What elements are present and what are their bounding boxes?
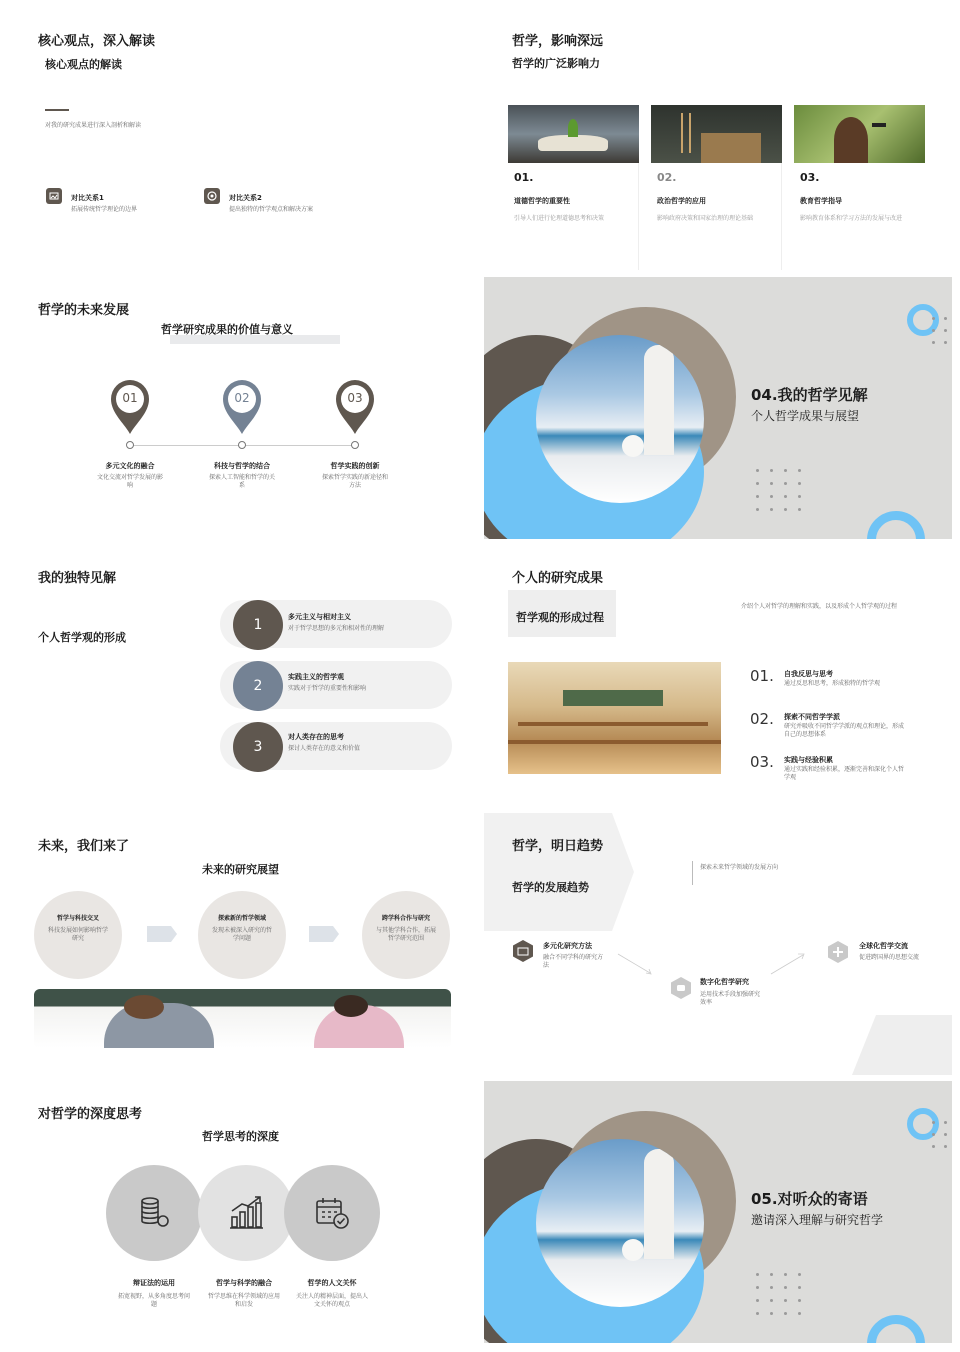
section-title: 04.我的哲学见解 — [751, 386, 868, 404]
dot-grid — [932, 1121, 947, 1148]
card — [794, 105, 925, 270]
pin-label: 哲学实践的创新 — [330, 462, 380, 470]
classroom-image — [508, 662, 721, 774]
item-number: 01. — [750, 667, 774, 685]
chalkboard-image — [651, 105, 782, 163]
ring-decor — [867, 1315, 925, 1343]
slide-9 — [8, 1081, 476, 1343]
item-description: 促进跨国界的思想交流 — [859, 954, 920, 961]
item-description: 拓展传统哲学理论的边界 — [71, 206, 138, 213]
card-label: 教育哲学指导 — [800, 197, 842, 205]
item-label: 全球化哲学交流 — [859, 942, 908, 950]
slide-title: 对哲学的深度思考 — [38, 1107, 143, 1122]
slide-title: 未来，我们来了 — [38, 839, 130, 854]
section-subtitle: 个人哲学成果与展望 — [751, 409, 860, 423]
item-label: 自我反思与思考 — [784, 670, 833, 678]
circle-description: 科技发展如何影响哲学研究 — [47, 927, 108, 943]
item-label: 对比关系2 — [229, 194, 262, 202]
title-hexagon — [484, 813, 634, 931]
step-description: 探讨人类存在的意义和价值 — [288, 745, 361, 752]
pillar-scene-image — [536, 335, 704, 503]
circle-label: 辩证法的运用 — [133, 1279, 175, 1287]
card-number: 02. — [657, 171, 677, 184]
slide-description: 介绍个人对哲学的理解和实践，以及形成个人哲学观的过程 — [741, 603, 898, 610]
item-description: 通过实践和经验积累，逐渐完善和深化个人哲学观 — [784, 766, 905, 782]
step-description: 对于哲学思想的多元和相对性的理解 — [288, 625, 385, 632]
slide-subtitle: 哲学观的形成过程 — [516, 611, 604, 624]
slide-title: 核心观点，深入解读 — [38, 34, 156, 49]
timeline-dot — [351, 441, 359, 449]
section-subtitle: 邀请深入理解与研究哲学 — [751, 1213, 884, 1227]
circle-label: 哲学的人文关怀 — [307, 1279, 357, 1287]
circle-description: 关注人的精神层面，提出人文关怀的观点 — [295, 1293, 368, 1309]
slide-2 — [484, 8, 952, 270]
card — [508, 105, 639, 270]
dot-grid — [756, 1273, 801, 1315]
settings-icon — [204, 188, 220, 204]
item-number: 03. — [750, 753, 774, 771]
circle-label: 跨学科合作与研究 — [381, 915, 430, 922]
circle-description: 哲学思维在科学领域的应用和启发 — [207, 1293, 280, 1309]
item-description: 融合不同学科的研究方法 — [543, 954, 604, 970]
slide-5 — [8, 545, 476, 807]
graduate-image — [794, 105, 925, 163]
students-image — [34, 989, 451, 1048]
dot-grid — [932, 317, 947, 344]
item-description: 通过反思和思考，形成独特的哲学观 — [784, 680, 881, 687]
card-number: 01. — [514, 171, 534, 184]
circle-label: 哲学与科学的融合 — [216, 1279, 272, 1287]
step-number: 3 — [233, 722, 283, 772]
image-icon — [46, 188, 62, 204]
circle-label: 探索新的哲学领域 — [217, 915, 266, 922]
circle-description: 与其他学科合作，拓展哲学研究范围 — [375, 927, 436, 943]
step-label: 对人类存在的思考 — [288, 733, 344, 741]
timeline-dot — [238, 441, 246, 449]
slide-8 — [484, 813, 952, 1075]
divider — [45, 109, 69, 111]
pin-description: 文化交流对哲学发展的影响 — [96, 474, 163, 490]
pin-marker — [110, 379, 150, 435]
step-number: 2 — [233, 661, 283, 711]
book-image — [508, 105, 639, 163]
dot-grid — [756, 469, 801, 511]
pin-description: 探索哲学实践的新途径和方法 — [321, 474, 388, 490]
card-number: 03. — [800, 171, 820, 184]
globe-icon — [827, 941, 849, 963]
card-description: 影响教育体系和学习方法的发展与改进 — [800, 215, 903, 222]
slide-1 — [8, 8, 476, 270]
step-description: 实践对于哲学的重要性和影响 — [288, 685, 367, 692]
slide-subtitle: 哲学研究成果的价值与意义 — [161, 323, 293, 336]
item-number: 02. — [750, 710, 774, 728]
item-label: 对比关系1 — [71, 194, 104, 202]
circle-description: 拓宽视野，从多角度思考问题 — [117, 1293, 190, 1309]
arrow-right-icon — [309, 926, 339, 942]
slide-title: 哲学，影响深远 — [512, 34, 604, 49]
slide-4 — [484, 277, 952, 539]
coins-icon — [136, 1195, 172, 1231]
slide-subtitle: 个人哲学观的形成 — [38, 631, 126, 644]
pin-marker — [335, 379, 375, 435]
pin-label: 多元文化的融合 — [105, 462, 155, 470]
slide-title: 哲学的未来发展 — [38, 303, 130, 318]
card-label: 政治哲学的应用 — [657, 197, 706, 205]
item-description: 提出独特的哲学观点和解决方案 — [229, 206, 314, 213]
slide-subtitle: 未来的研究展望 — [202, 863, 279, 876]
ring-decor — [867, 511, 925, 539]
slide-description: 对我的研究成果进行深入剖析和解读 — [45, 122, 142, 129]
bar-chart-icon — [228, 1195, 264, 1231]
timeline-dot — [126, 441, 134, 449]
pin-description: 探索人工智能和哲学的关系 — [208, 474, 275, 490]
slide-description: 探索未来哲学领域的发展方向 — [700, 864, 779, 871]
pin-label: 科技与哲学的结合 — [214, 462, 270, 470]
connector-arrow — [617, 953, 653, 975]
item-label: 数字化哲学研究 — [700, 978, 749, 986]
circle-description: 发现未被深入研究的哲学问题 — [211, 927, 272, 943]
slide-title: 个人的研究成果 — [512, 571, 604, 586]
pillar-scene-image — [536, 1139, 704, 1307]
slide-subtitle: 哲学的发展趋势 — [512, 881, 589, 894]
item-label: 实践与经验积累 — [784, 756, 833, 764]
slide-3 — [8, 277, 476, 539]
item-description: 研究并吸收不同哲学学派的观点和理论，形成自己的思想体系 — [784, 723, 905, 739]
card-description: 引导人们进行伦理道德思考和决策 — [514, 215, 605, 222]
connector-arrow — [770, 953, 806, 975]
divider — [692, 861, 693, 885]
pin-number: 02 — [234, 391, 250, 405]
step-label: 多元主义与相对主义 — [288, 613, 351, 621]
pin-number: 01 — [122, 391, 138, 405]
slide-10 — [484, 1081, 952, 1343]
arrow-right-icon — [147, 926, 177, 942]
item-label: 探索不同哲学学派 — [784, 713, 840, 721]
slide-title: 我的独特见解 — [38, 571, 117, 586]
slide-7 — [8, 813, 476, 1075]
pin-marker — [222, 379, 262, 435]
step-number: 1 — [233, 600, 283, 650]
slide-subtitle: 哲学思考的深度 — [202, 1130, 279, 1143]
card-description: 影响政府决策和国家治理的理论基础 — [657, 215, 754, 222]
slide-6 — [484, 545, 952, 807]
slide-subtitle: 核心观点的解读 — [45, 58, 122, 71]
image-icon — [512, 940, 534, 962]
item-label: 多元化研究方法 — [543, 942, 592, 950]
pin-number: 03 — [347, 391, 363, 405]
slide-title: 哲学，明日趋势 — [512, 839, 604, 854]
calendar-check-icon — [314, 1195, 350, 1231]
step-label: 实践主义的哲学观 — [288, 673, 344, 681]
section-title: 05.对听众的寄语 — [751, 1190, 868, 1208]
card — [651, 105, 782, 270]
circle-label: 哲学与科技交叉 — [56, 915, 99, 922]
slide-subtitle: 哲学的广泛影响力 — [512, 57, 600, 70]
item-description: 运用技术手段加强研究效率 — [700, 991, 761, 1007]
corner-decor — [852, 1015, 952, 1075]
cloud-icon — [670, 977, 692, 999]
card-label: 道德哲学的重要性 — [514, 197, 570, 205]
